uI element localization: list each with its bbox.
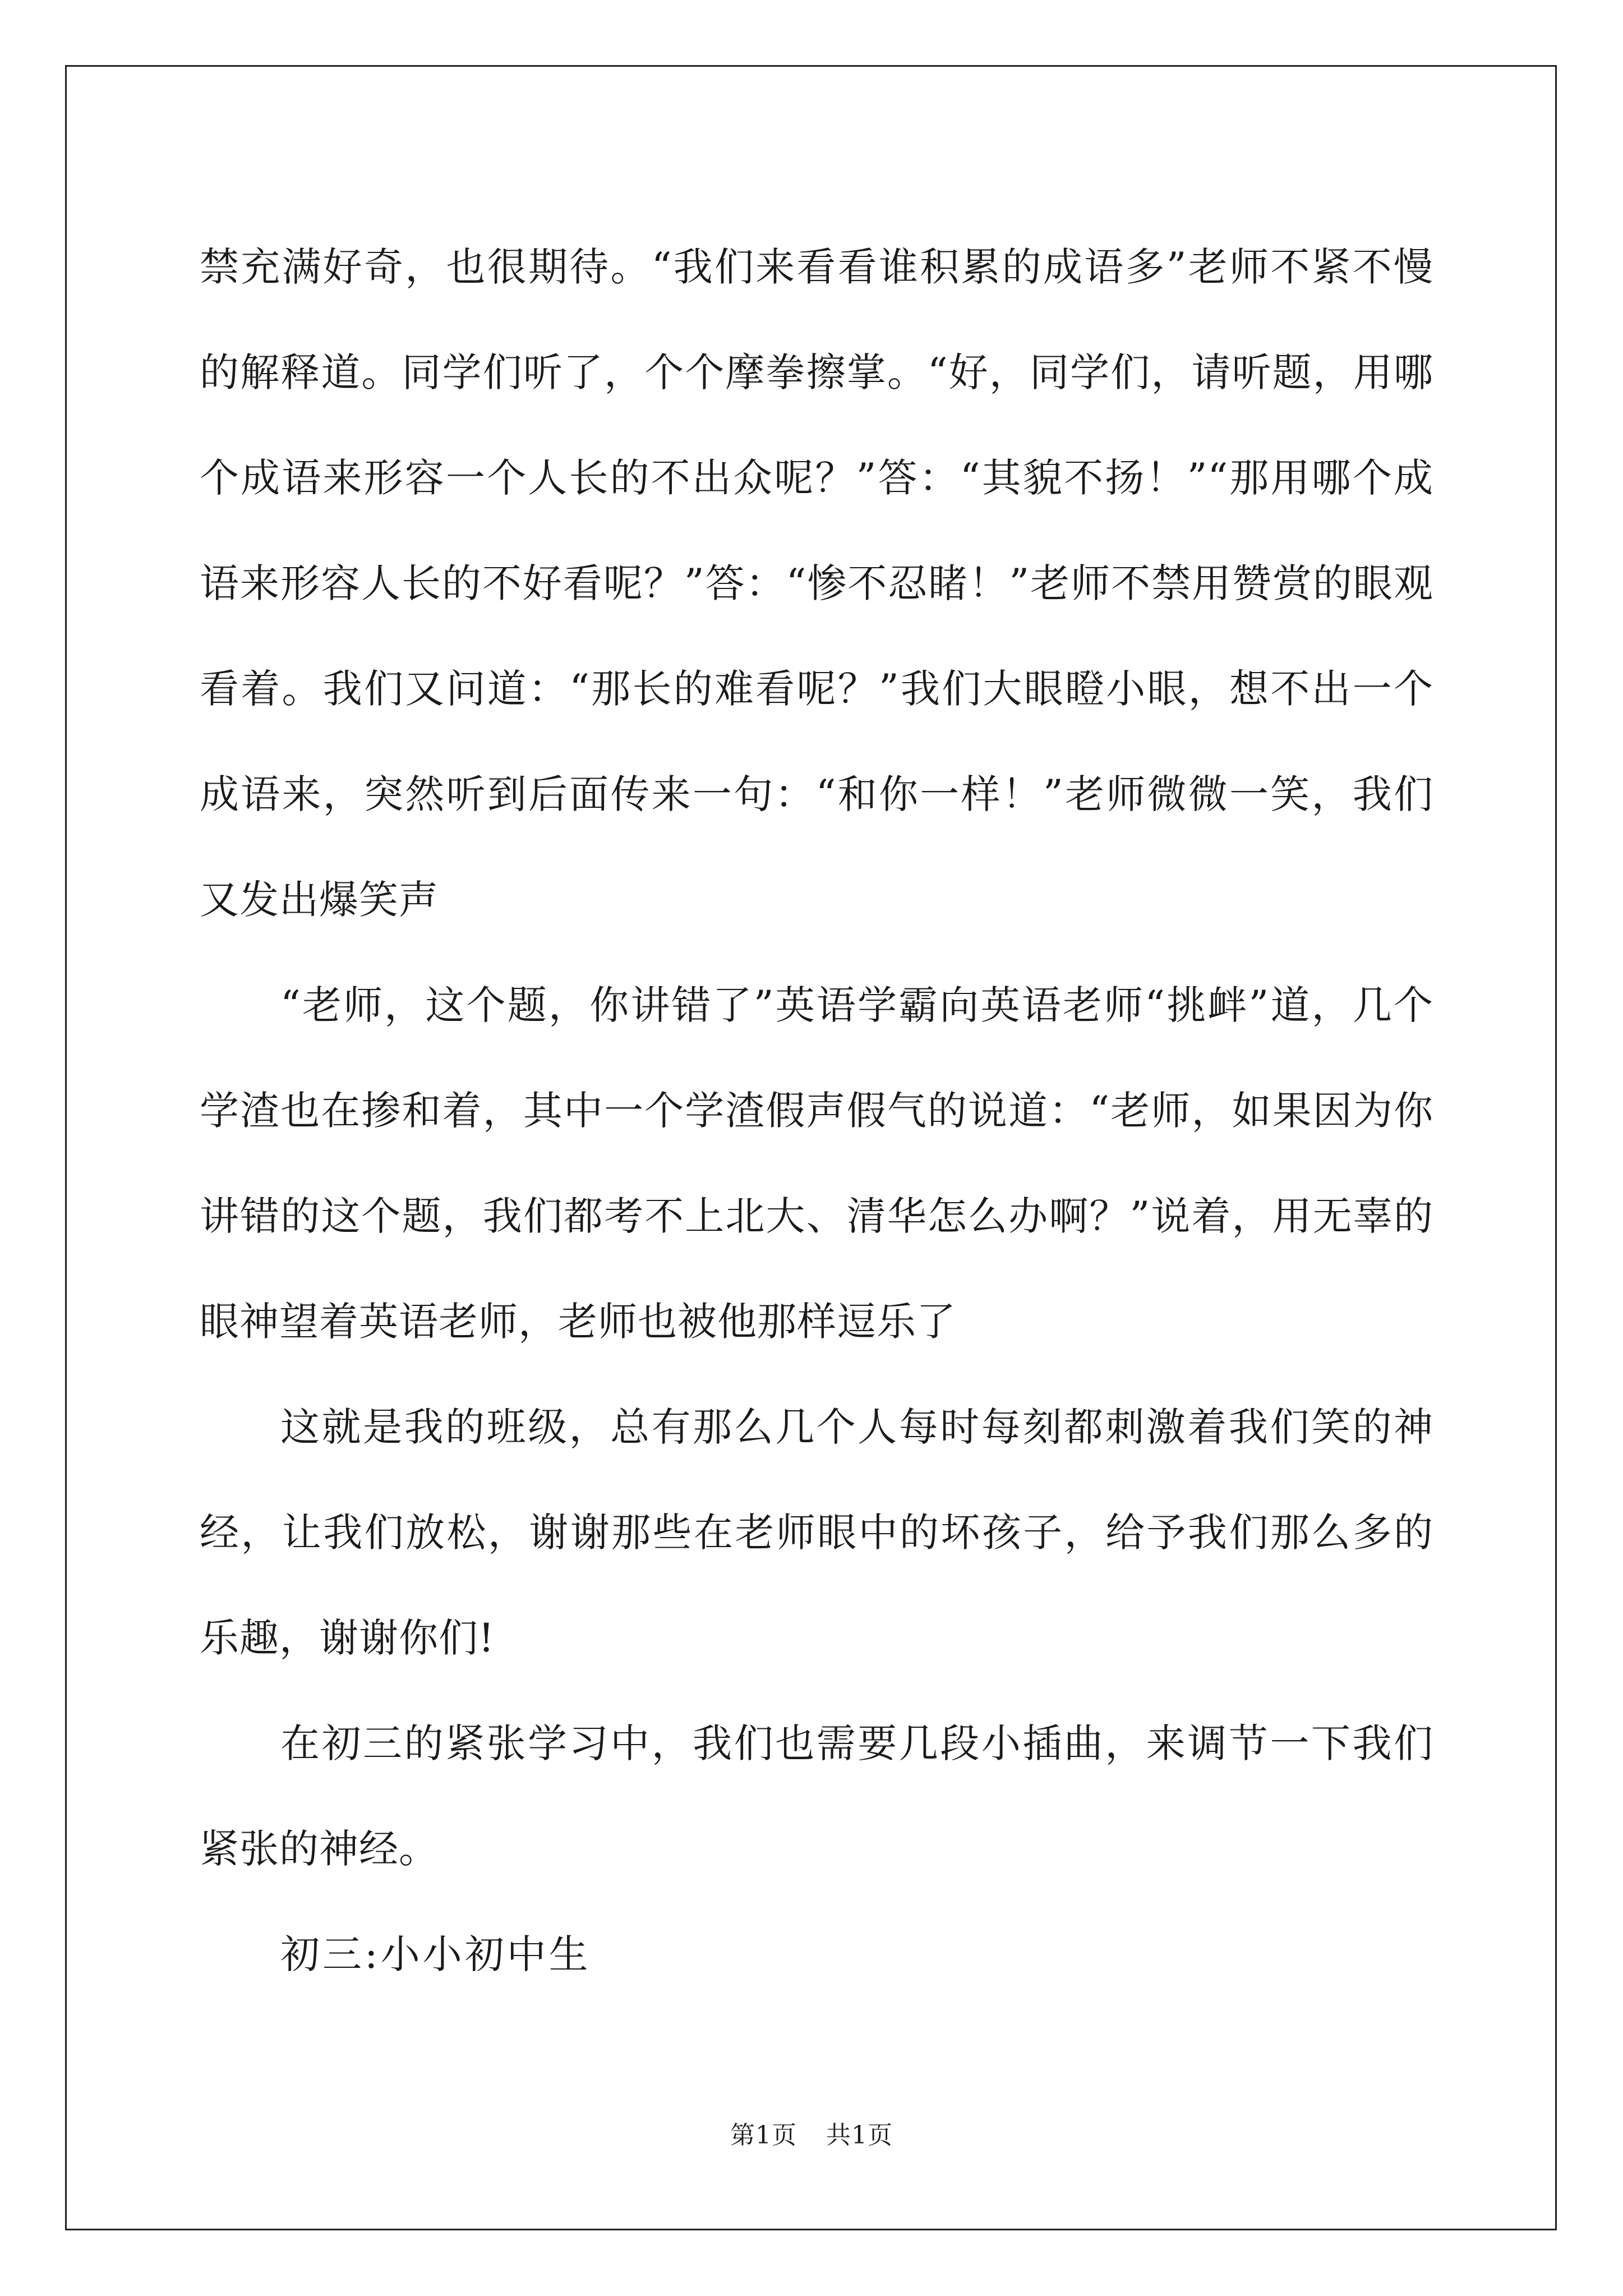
paragraph-3: 这就是我的班级，总有那么几个人每时每刻都刺激着我们笑的神经，让我们放松，谢谢那些在老师眼中的坏孩子，给予我们那么多的乐趣，谢谢你们!	[200, 1404, 1433, 1661]
paragraph-2: “老师，这个题，你讲错了”英语学霸向英语老师“挑衅”道，几个学渣也在掺和着，其中一个学渣假声假气的说道：“老师，如果因为你讲错的这个题，我们都考不上北大、清华怎么办啊？”说着，用无辜的眼神望着英语老师，老师也被他那样逗乐了	[200, 982, 1433, 1345]
page-number-total: 共1页	[826, 2121, 893, 2150]
page-number-current: 第1页	[730, 2121, 797, 2150]
paragraph-5: 初三:小小初中生	[280, 1931, 591, 1977]
page-footer	[0, 2115, 1623, 2151]
document-body	[200, 214, 1433, 2007]
paragraph-4: 在初三的紧张学习中，我们也需要几段小插曲，来调节一下我们紧张的神经。	[200, 1720, 1433, 1872]
paragraph-1: 禁充满好奇，也很期待。“我们来看看谁积累的成语多”老师不紧不慢的解释道。同学们听了，个个摩拳擦掌。“好，同学们，请听题，用哪个成语来形容一个人长的不出众呢？”答：“其貌不扬！”“那用哪个成语来形容人长的不好看呢？”答：“惨不忍睹！”老师不禁用赞赏的眼观看着。我们又问道：“那长的难看呢？”我们大眼瞪小眼，想不出一个成语来，突然听到后面传来一句：“和你一样！”老师微微一笑，我们又发出爆笑声	[200, 244, 1433, 923]
